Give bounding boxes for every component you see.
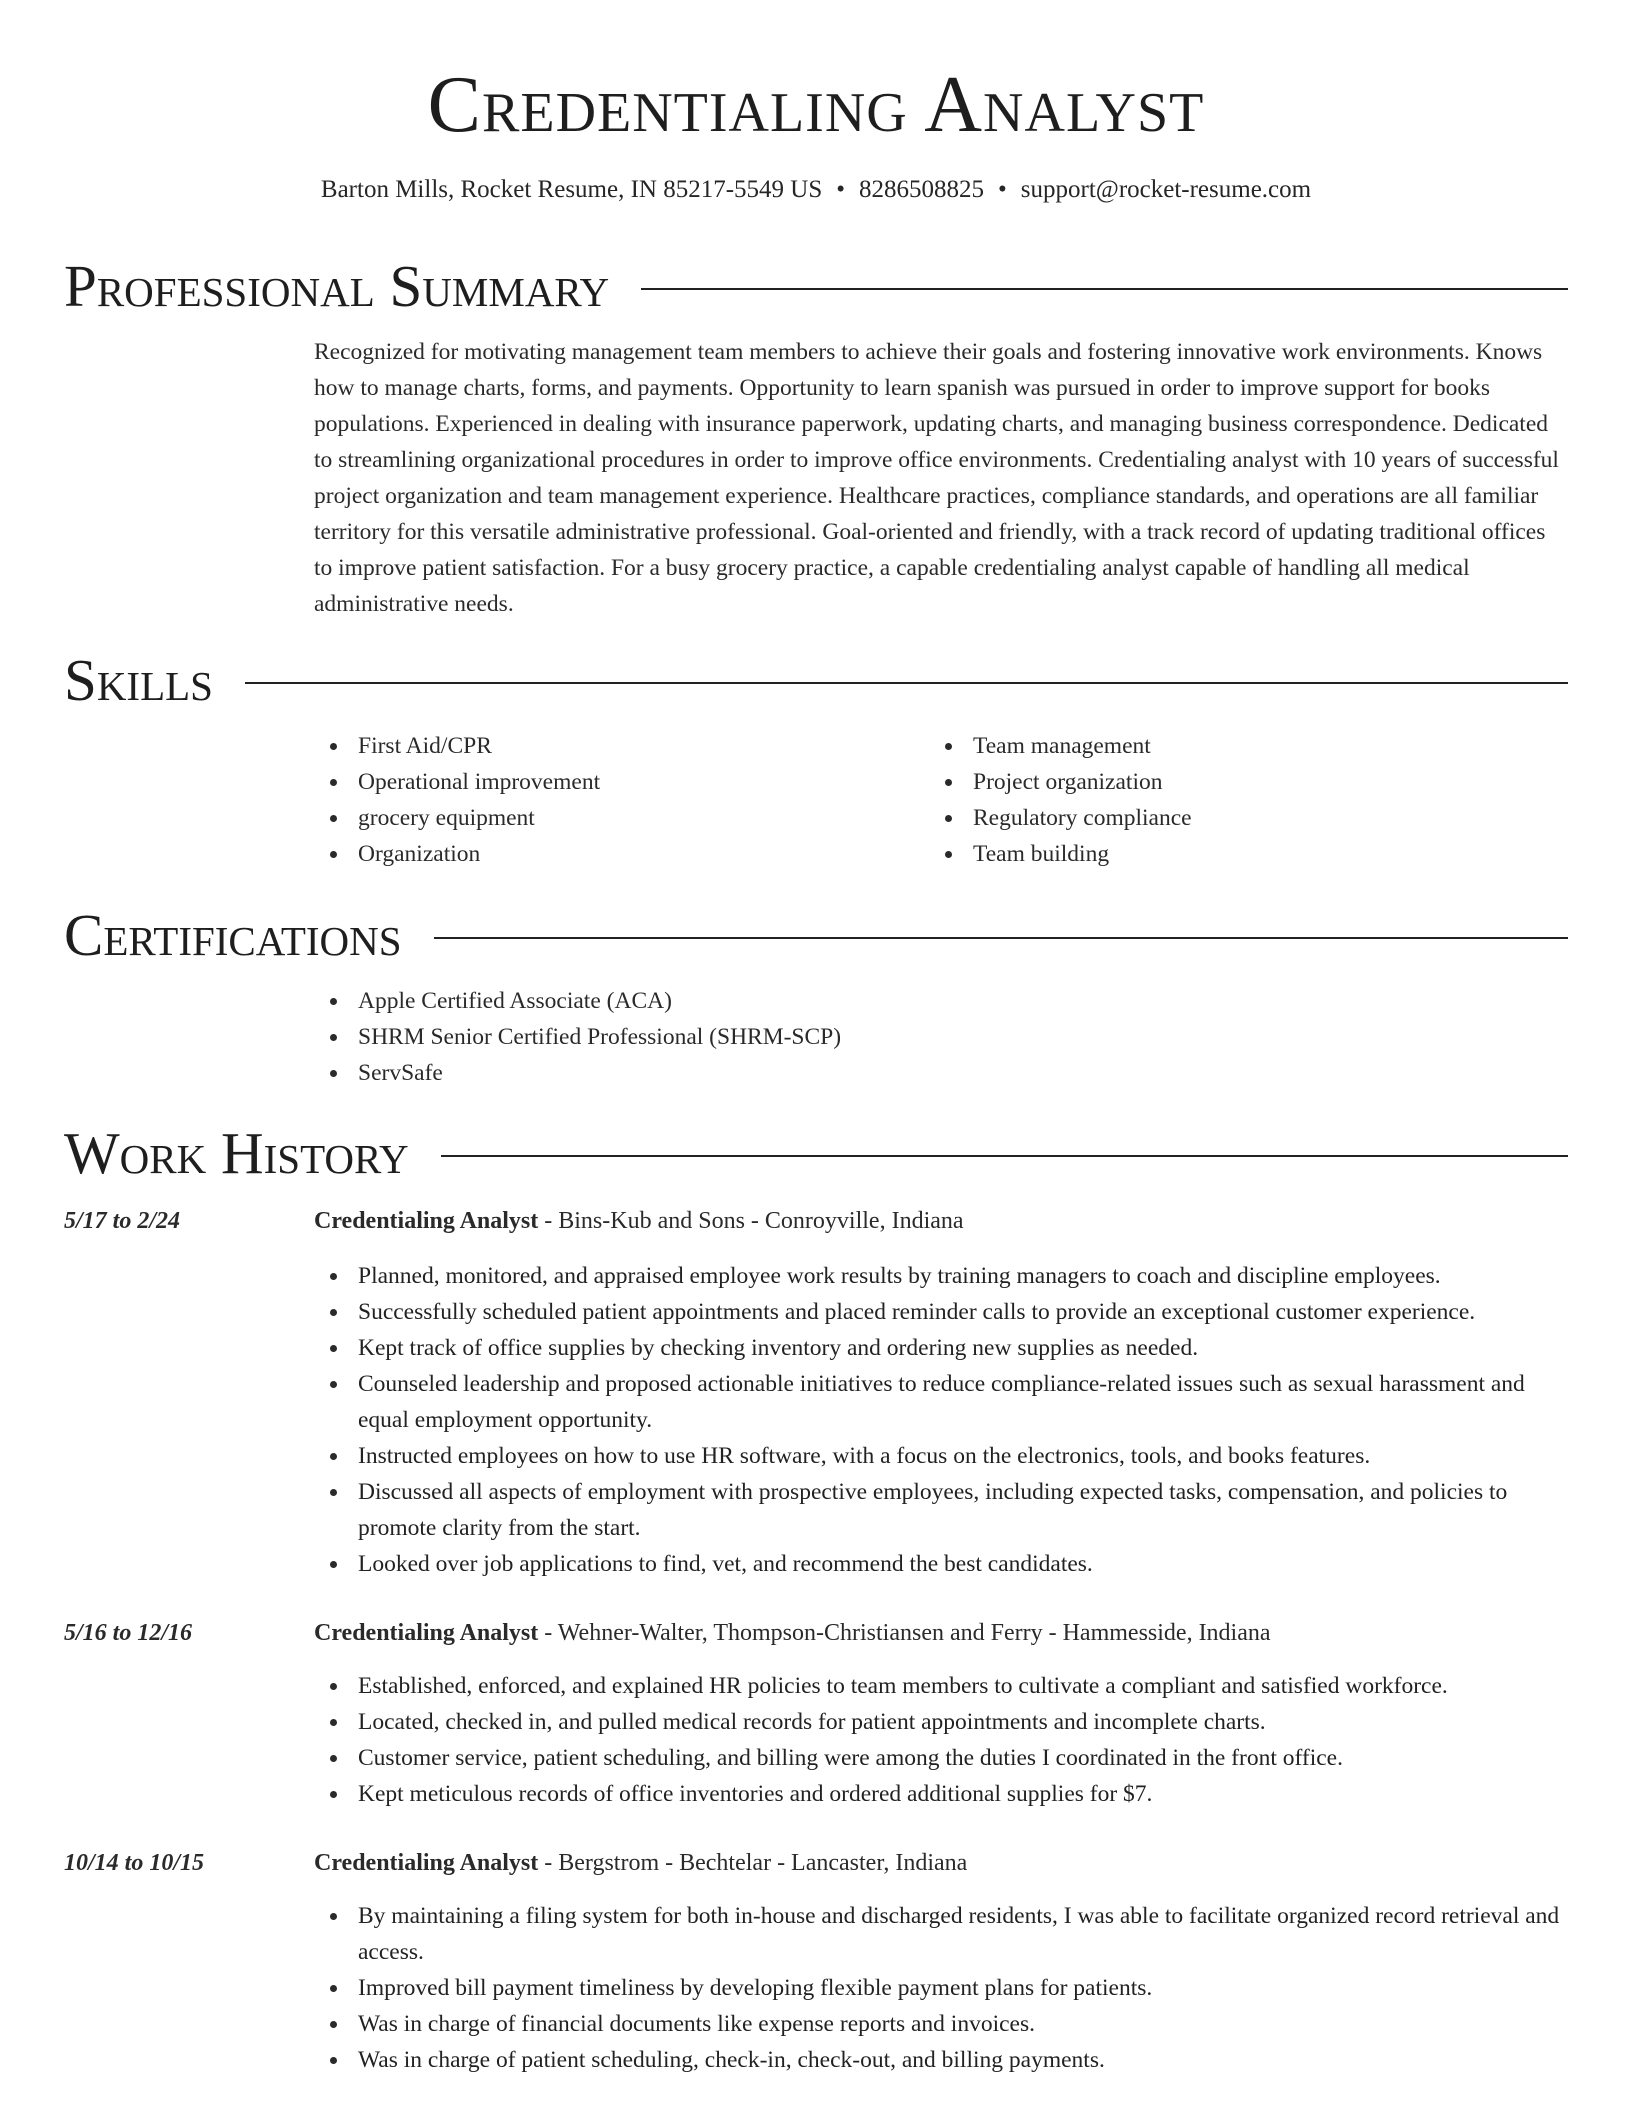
job-duty: Looked over job applications to find, vet, and recommend the best candidates. (314, 1546, 1566, 1582)
job-duty: Successfully scheduled patient appointments and placed reminder calls to provide an exceptional customer experience. (314, 1294, 1566, 1330)
job-employer: - Bins-Kub and Sons - Conroyville, Indiana (538, 1208, 964, 1234)
skill-item: Operational improvement (314, 764, 929, 800)
contact-separator: • (998, 176, 1007, 203)
job-title-line (314, 1615, 1566, 1651)
summary-text: Recognized for motivating management team members to achieve their goals and fostering innovative work environments. Knows how to manage charts, forms, and payments. Opportunity to learn spanish was pursued in order to improve support for books populations. Experienced in dealing with insurance paperwork, updating charts, and managing business correspondence. Dedicated to streamlining organizational procedures in order to improve office environments. Credentialing analyst with 10 years of successful project organization and team management experience. Healthcare practices, compliance standards, and operations are all familiar territory for this versatile administrative professional. Goal-oriented and friendly, with a track record of updating traditional offices to improve patient satisfaction. For a busy grocery practice, a capable credentialing analyst capable of handling all medical administrative needs. (314, 339, 1559, 617)
skill-item: Regulatory compliance (929, 800, 1544, 836)
job-duties (314, 1258, 1566, 1582)
skills-section-header (64, 647, 1568, 713)
contact-line (0, 172, 1632, 208)
job-duty: Located, checked in, and pulled medical records for patient appointments and incomplete charts. (314, 1704, 1566, 1740)
job-dates: 5/16 to 12/16 (64, 1620, 193, 1646)
job-duty: Improved bill payment timeliness by developing flexible payment plans for patients. (314, 1970, 1566, 2006)
summary-heading: Professional Summary (64, 253, 610, 319)
job-role: Credentialing Analyst (314, 1850, 539, 1876)
certifications-list (314, 983, 1566, 1091)
skills-list (314, 728, 1566, 872)
job-duty: Planned, monitored, and appraised employee work results by training managers to coach and discipline employees. (314, 1258, 1566, 1294)
job-role: Credentialing Analyst (314, 1208, 539, 1234)
job-duty: Instructed employees on how to use HR software, with a focus on the electronics, tools, and books features. (314, 1438, 1566, 1474)
work-section-header (64, 1120, 1568, 1186)
skills-heading: Skills (64, 647, 213, 713)
job-duty: Kept meticulous records of office inventories and ordered additional supplies for $7. (314, 1776, 1566, 1812)
summary-section-header (64, 253, 1568, 319)
job-duty: Was in charge of patient scheduling, check-in, check-out, and billing payments. (314, 2042, 1566, 2078)
work-heading: Work History (64, 1120, 409, 1186)
section-divider (641, 288, 1568, 290)
job-dates: 5/17 to 2/24 (64, 1208, 181, 1234)
skill-item: grocery equipment (314, 800, 929, 836)
job-title-line (314, 1203, 1566, 1239)
candidate-name: Credentialing Analyst (427, 61, 1205, 149)
certification-item: SHRM Senior Certified Professional (SHRM-SCP) (314, 1019, 1566, 1055)
certification-item: Apple Certified Associate (ACA) (314, 983, 1566, 1019)
contact-address: Barton Mills, Rocket Resume, IN 85217-5549 US (320, 176, 823, 203)
job-title-line (314, 1845, 1566, 1881)
certifications-heading: Certifications (64, 902, 402, 968)
job-duties (314, 1898, 1566, 2078)
skill-item: Project organization (929, 764, 1544, 800)
section-divider (441, 1155, 1568, 1157)
summary-body (314, 334, 1566, 622)
skills-column-right (929, 728, 1544, 872)
job-duty: Discussed all aspects of employment with prospective employees, including expected tasks, compensation, and policies to promote clarity from the start. (314, 1474, 1566, 1546)
skill-item: First Aid/CPR (314, 728, 929, 764)
job-duty: Counseled leadership and proposed actionable initiatives to reduce compliance-related issues such as sexual harassment and equal employment opportunity. (314, 1366, 1566, 1438)
section-divider (434, 937, 1568, 939)
certifications-section-header (64, 902, 1568, 968)
skills-column-left (314, 728, 929, 872)
contact-phone: 8286508825 (859, 176, 985, 203)
certification-item: ServSafe (314, 1055, 1566, 1091)
skill-item: Team management (929, 728, 1544, 764)
job-duties (314, 1668, 1566, 1812)
contact-email[interactable]: support@rocket-resume.com (1020, 176, 1312, 203)
job-duty: Customer service, patient scheduling, and billing were among the duties I coordinated in the front office. (314, 1740, 1566, 1776)
job-dates: 10/14 to 10/15 (64, 1850, 205, 1876)
job-employer: - Bergstrom - Bechtelar - Lancaster, Indiana (538, 1850, 968, 1876)
job-duty: Established, enforced, and explained HR policies to team members to cultivate a compliant and satisfied workforce. (314, 1668, 1566, 1704)
skill-item: Team building (929, 836, 1544, 872)
job-employer: - Wehner-Walter, Thompson-Christiansen and Ferry - Hammesside, Indiana (538, 1620, 1271, 1646)
job-duty: Was in charge of financial documents like expense reports and invoices. (314, 2006, 1566, 2042)
section-divider (245, 682, 1568, 684)
job-role: Credentialing Analyst (314, 1620, 539, 1646)
job-duty: By maintaining a filing system for both in-house and discharged residents, I was able to facilitate organized record retrieval and access. (314, 1898, 1566, 1970)
contact-separator: • (836, 176, 846, 203)
skill-item: Organization (314, 836, 929, 872)
job-duty: Kept track of office supplies by checking inventory and ordering new supplies as needed. (314, 1330, 1566, 1366)
